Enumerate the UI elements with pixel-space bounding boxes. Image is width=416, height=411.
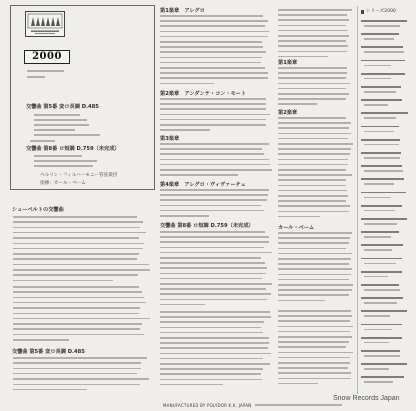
text-line	[364, 170, 403, 172]
text-line	[361, 86, 401, 88]
text-line	[278, 367, 348, 369]
text-line	[278, 174, 352, 176]
text-line	[160, 273, 266, 275]
text-line	[278, 336, 352, 338]
text-line	[361, 205, 402, 207]
box-title-symphony-5: 交響曲 第5番 変ロ長調 D.485	[26, 104, 99, 110]
text-line	[160, 241, 269, 243]
text-line	[160, 31, 269, 33]
text-line	[361, 231, 399, 233]
text-line	[361, 99, 402, 101]
text-line	[278, 25, 346, 27]
text-line	[160, 194, 268, 196]
text-line	[361, 139, 400, 141]
text-line	[13, 232, 146, 234]
text-line	[160, 293, 271, 295]
series-header-marker	[361, 10, 364, 14]
text-line	[278, 127, 349, 129]
text-line	[278, 352, 353, 354]
text-line	[278, 205, 350, 207]
text-line	[278, 232, 352, 234]
text-line	[361, 178, 404, 180]
text-line	[160, 143, 269, 145]
text-line	[361, 376, 404, 378]
text-line	[364, 144, 399, 146]
text-line	[361, 165, 402, 167]
heading-symphony-5: 交響曲 第5番 変ロ長調 D.485	[12, 349, 85, 355]
text-line	[160, 46, 263, 48]
text-line	[278, 14, 347, 16]
text-line	[13, 323, 142, 325]
text-line	[364, 131, 394, 133]
heading-unfinished-movement-1: 第1楽章	[278, 60, 298, 66]
text-line	[361, 363, 407, 365]
text-line	[364, 183, 394, 185]
text-line	[160, 119, 266, 121]
text-line	[364, 65, 391, 67]
text-line	[160, 337, 269, 339]
text-line	[160, 114, 270, 116]
text-line	[160, 257, 261, 259]
text-line	[27, 76, 45, 78]
text-line	[13, 269, 150, 271]
text-line	[160, 174, 238, 176]
heading-movement-2: 第2楽章 アンダンテ・コン・モート	[160, 91, 247, 97]
text-line	[34, 155, 82, 157]
text-line	[160, 236, 269, 238]
text-line	[160, 41, 262, 43]
text-line	[364, 249, 392, 251]
text-line	[361, 33, 399, 35]
text-line	[160, 25, 265, 27]
text-line	[160, 159, 269, 161]
text-line	[278, 51, 347, 53]
text-line	[364, 223, 397, 225]
text-line	[361, 73, 405, 75]
text-line	[160, 262, 265, 264]
text-line	[160, 332, 263, 334]
text-line	[364, 157, 400, 159]
text-line	[160, 124, 266, 126]
text-line	[278, 378, 351, 380]
text-line	[278, 143, 353, 145]
text-line	[13, 258, 137, 260]
text-line	[278, 35, 349, 37]
text-line	[13, 264, 149, 266]
text-line	[364, 104, 388, 106]
text-line	[160, 62, 261, 64]
text-line	[278, 83, 350, 85]
text-line	[278, 268, 352, 270]
text-line	[278, 93, 349, 95]
text-line	[13, 318, 150, 320]
text-line	[364, 355, 400, 357]
text-line	[278, 9, 352, 11]
text-line	[13, 274, 138, 276]
text-line	[160, 108, 266, 110]
text-line	[361, 218, 407, 220]
text-line	[160, 299, 267, 301]
text-line	[278, 72, 347, 74]
text-line	[364, 91, 396, 93]
text-line	[364, 381, 393, 383]
text-line	[160, 169, 272, 171]
text-line	[160, 72, 268, 74]
text-line	[13, 357, 147, 359]
text-line	[278, 294, 349, 296]
text-line	[278, 40, 346, 42]
text-line	[30, 140, 55, 142]
heading-movement-4: 第4楽章 アレグロ・ヴィヴァーチェ	[160, 182, 246, 188]
text-line	[34, 165, 93, 167]
text-line	[364, 117, 396, 119]
text-line	[13, 373, 137, 375]
text-line	[278, 190, 347, 192]
text-line	[364, 315, 390, 317]
text-line	[13, 368, 141, 370]
text-line	[160, 205, 261, 207]
text-line	[160, 36, 268, 38]
text-line	[160, 368, 263, 370]
text-line	[160, 67, 265, 69]
text-line	[13, 286, 139, 288]
text-line	[278, 77, 346, 79]
heading-conductor-bio: カール・ベーム	[278, 225, 315, 231]
text-line	[160, 199, 267, 201]
text-line	[278, 30, 348, 32]
text-line	[34, 160, 97, 162]
text-line	[278, 279, 349, 281]
text-line	[361, 112, 408, 114]
text-line	[160, 267, 267, 269]
text-line	[160, 103, 266, 105]
text-line	[255, 404, 342, 406]
text-line	[364, 78, 391, 80]
text-line	[160, 316, 271, 318]
text-line	[160, 342, 269, 344]
text-line	[361, 258, 402, 260]
text-line	[364, 236, 391, 238]
text-line	[160, 311, 270, 313]
text-line	[361, 350, 400, 352]
text-line	[278, 248, 346, 250]
text-line	[364, 302, 397, 304]
text-line	[364, 329, 392, 331]
text-line	[278, 341, 349, 343]
text-line	[160, 347, 268, 349]
text-line	[361, 297, 403, 299]
text-line	[278, 138, 348, 140]
text-line	[361, 310, 407, 312]
text-line	[364, 51, 404, 53]
text-line	[13, 384, 140, 386]
text-line	[160, 373, 261, 375]
heading-movement-3: 第3楽章	[160, 136, 180, 142]
text-line	[364, 25, 400, 27]
text-line	[364, 263, 396, 265]
conductor-name: 指揮：カール・ベーム	[40, 181, 86, 186]
text-line	[160, 83, 214, 85]
text-line	[160, 321, 264, 323]
text-line	[160, 20, 268, 22]
text-line	[160, 15, 263, 17]
text-line	[278, 346, 346, 348]
text-line	[361, 271, 402, 273]
text-line	[364, 368, 389, 370]
text-line	[278, 274, 351, 276]
label-logo-icon	[25, 11, 65, 37]
text-line	[160, 231, 265, 233]
text-line	[278, 159, 348, 161]
text-line	[160, 129, 210, 131]
text-line	[160, 247, 264, 249]
text-line	[278, 362, 350, 364]
text-line	[34, 124, 89, 126]
text-line	[160, 384, 223, 386]
text-line	[278, 310, 351, 312]
text-line	[13, 389, 87, 391]
text-line	[278, 258, 351, 260]
heading-schubert-symphonies: シューベルトの交響曲	[12, 207, 64, 213]
text-line	[34, 134, 100, 136]
text-line	[361, 126, 399, 128]
heading-movement-1: 第1楽章 アレグロ	[160, 8, 205, 14]
text-line	[13, 307, 140, 309]
text-line	[13, 297, 144, 299]
text-line	[364, 38, 394, 40]
text-line	[361, 337, 402, 339]
text-line	[160, 57, 262, 59]
text-line	[361, 284, 399, 286]
text-line	[160, 327, 261, 329]
text-line	[361, 20, 407, 22]
text-line	[13, 221, 143, 223]
text-line	[27, 70, 64, 72]
text-line	[13, 280, 113, 282]
text-line	[160, 215, 209, 217]
text-line	[278, 284, 353, 286]
text-line	[278, 179, 346, 181]
text-line	[160, 153, 264, 155]
text-line	[13, 339, 69, 341]
text-line	[13, 302, 146, 304]
text-line	[278, 263, 349, 265]
watermark: Snow Records Japan	[333, 395, 400, 402]
text-line	[278, 45, 348, 47]
text-line	[160, 148, 262, 150]
text-line	[278, 320, 350, 322]
text-line	[278, 133, 351, 135]
text-line	[364, 276, 388, 278]
text-line	[361, 244, 403, 246]
text-line	[160, 283, 272, 285]
text-line	[13, 334, 144, 336]
text-line	[13, 253, 139, 255]
text-line	[278, 253, 352, 255]
text-line	[278, 357, 350, 359]
text-line	[160, 278, 262, 280]
text-line	[278, 289, 352, 291]
text-line	[34, 114, 80, 116]
text-line	[160, 210, 264, 212]
text-line	[13, 328, 140, 330]
series-badge: 2000	[24, 50, 70, 64]
text-line	[364, 342, 389, 344]
text-line	[13, 216, 137, 218]
text-line	[361, 46, 403, 48]
text-line	[278, 103, 317, 105]
text-line	[13, 227, 140, 229]
text-line	[13, 237, 139, 239]
text-line	[160, 51, 266, 53]
text-line	[278, 122, 351, 124]
text-line	[361, 152, 401, 154]
text-line	[160, 77, 268, 79]
text-line	[278, 169, 346, 171]
text-line	[278, 153, 350, 155]
text-line	[278, 216, 320, 218]
text-line	[364, 289, 400, 291]
manufacturer-credit: MANUFACTURED BY POLYDOR K.K. JAPAN	[163, 403, 252, 408]
text-line	[278, 56, 328, 58]
text-line	[361, 324, 402, 326]
text-line	[13, 291, 142, 293]
text-line	[364, 197, 391, 199]
text-line	[364, 210, 395, 212]
text-line	[278, 211, 349, 213]
orchestra-name: ベルリン・フィルハーモニー管弦楽団	[40, 173, 118, 178]
text-line	[13, 243, 144, 245]
text-line	[13, 313, 139, 315]
text-line	[278, 200, 346, 202]
text-line	[13, 378, 149, 380]
text-line	[278, 300, 325, 302]
text-line	[278, 372, 351, 374]
text-line	[34, 119, 87, 121]
text-line	[278, 164, 348, 166]
text-line	[278, 315, 352, 317]
text-line	[160, 358, 263, 360]
text-line	[278, 195, 348, 197]
column-divider	[357, 6, 358, 394]
text-line	[13, 362, 141, 364]
text-line	[278, 148, 351, 150]
text-line	[160, 304, 205, 306]
text-line	[278, 383, 318, 385]
text-line	[278, 98, 346, 100]
box-title-symphony-8: 交響曲 第8番 ロ短調 D.759（未完成）	[26, 146, 120, 152]
text-line	[160, 288, 266, 290]
text-line	[278, 185, 346, 187]
text-line	[361, 192, 406, 194]
text-line	[160, 379, 262, 381]
text-line	[34, 129, 75, 131]
text-line	[278, 237, 350, 239]
text-line	[278, 67, 347, 69]
text-line	[278, 88, 346, 90]
text-line	[160, 363, 270, 365]
text-line	[361, 60, 405, 62]
text-line	[13, 248, 143, 250]
text-line	[160, 98, 266, 100]
text-line	[160, 353, 271, 355]
text-line	[278, 326, 353, 328]
text-line	[160, 189, 269, 191]
text-line	[278, 242, 349, 244]
text-line	[160, 164, 270, 166]
series-list-header: シリーズ2000	[366, 9, 396, 14]
heading-symphony-8: 交響曲 第8番 ロ短調 D.759（未完成）	[160, 223, 254, 229]
text-line	[160, 252, 272, 254]
text-line	[278, 331, 350, 333]
heading-unfinished-movement-2: 第2楽章	[278, 110, 298, 116]
text-line	[278, 117, 346, 119]
text-line	[278, 19, 349, 21]
